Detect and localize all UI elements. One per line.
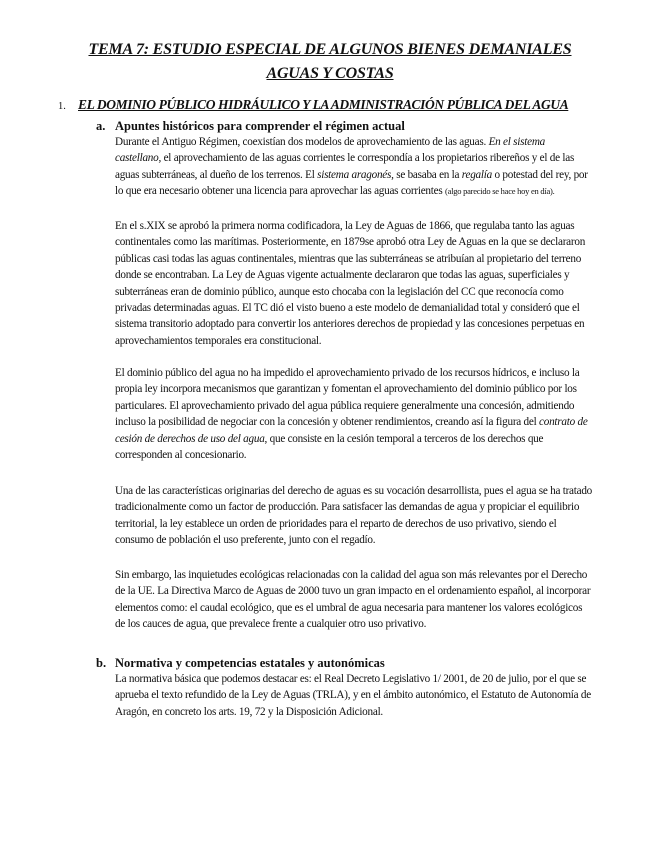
title-line-2: AGUAS Y COSTAS <box>266 65 394 82</box>
subsection-b-label: b. <box>96 656 107 670</box>
subsection-b-title: Normativa y competencias estatales y autonómicas <box>115 656 385 670</box>
paragraph-a1: Durante el Antiguo Régimen, coexistían dos modelos de aprovechamiento de las aguas. En el sistema castellano, el aprovechamiento de las aguas corrientes le correspondía a los propietarios ribereños y el de las aguas subterráneas, al dueño de los terrenos. El sistema aragonés, se basaba en la regalía o potestad del rey, por lo que era necesario obtener una licencia para aprovechar las aguas corrientes (algo parecido se hace hoy en día). <box>115 136 588 198</box>
paragraph-b1: La normativa básica que podemos destacar es: el Real Decreto Legislativo 1/ 2001, de 20 de julio, por el que se aprueba el texto refundido de la Ley de Aguas (TRLA), y en el ámbito autonómico, el Estatuto de Autonomía de Aragón, en concreto los arts. 19, 72 y la Disposición Adicional. <box>115 673 591 718</box>
paragraph-a3: El dominio público del agua no ha impedido el aprovechamiento privado de los recursos hídricos, e incluso la propia ley incorpora mecanismos que garantizan y fomentan el aprovechamiento del dominio público por los particulares. El aprovechamiento privado del agua pública requiere generalmente una concesión, admitiendo incluso la posibilidad de negociar con la concesión y obtener rendimientos, creando así la figura del contrato de cesión de derechos de uso del agua, que consiste en la cesión temporal a terceros de los derechos que corresponden al concesionario. <box>115 367 588 462</box>
subsection-b-heading <box>96 656 385 671</box>
paragraph-a4: Una de las características originarias del derecho de aguas es su vocación desarrollista, pues el agua se ha tratado tradicionalmente como un factor de producción. Para satisfacer las demandas de agua y propiciar el equilibrio territorial, la ley establece un orden de prioridades para el reparto de derechos de uso privativo, siendo el consumo de población el uso preferente, junto con el regadío. <box>115 485 593 547</box>
section-1-title: EL DOMINIO PÚBLICO HIDRÁULICO Y LA ADMINISTRACIÓN PÚBLICA DEL AGUA <box>78 97 569 112</box>
subsection-a-title: Apuntes históricos para comprender el régimen actual <box>115 119 405 133</box>
title-line-1: TEMA 7: ESTUDIO ESPECIAL DE ALGUNOS BIENES DEMANIALES <box>88 41 572 58</box>
paragraph-a5: Sin embargo, las inquietudes ecológicas relacionadas con la calidad del agua son más relevantes por el Derecho de la UE. La Directiva Marco de Aguas de 2000 tuvo un gran impacto en el ordenamiento español, al incorporar elementos como: el caudal ecológico, que es el umbral de agua necesaria para mantener los valores ecológicos de los cauces de agua, que prevalece frente a cualquier otro uso privativo. <box>115 569 591 631</box>
subsection-a-heading <box>96 119 405 134</box>
paragraph-a1-note: (algo parecido se hace hoy en día). <box>445 186 555 197</box>
document-title <box>60 38 600 86</box>
paragraph-a2: En el s.XIX se aprobó la primera norma codificadora, la Ley de Aguas de 1866, que regulaba tanto las aguas continentales como las marítimas. Posteriormente, en 1879se aprobó otra Ley de Aguas en la que se declararon públicas casi todas las aguas continentales, mientras que las subterráneas se atribuían al propietario del terreno donde se encontraban. La Ley de Aguas vigente actualmente declararon que todas las aguas, superficiales y subterráneas eran de dominio público, aunque esto chocaba con la legislación del CC que reconocía como privadas determinadas aguas. El TC dió el visto bueno a este modelo de demanialidad total y consideró que el sistema transitorio adoptado para convertir los anteriores derechos de propiedad y las concesiones perpetuas en aprovechamientos temporales era constitucional. <box>115 220 586 347</box>
subsection-a-label: a. <box>96 119 106 133</box>
section-1-number: 1. <box>58 101 66 112</box>
